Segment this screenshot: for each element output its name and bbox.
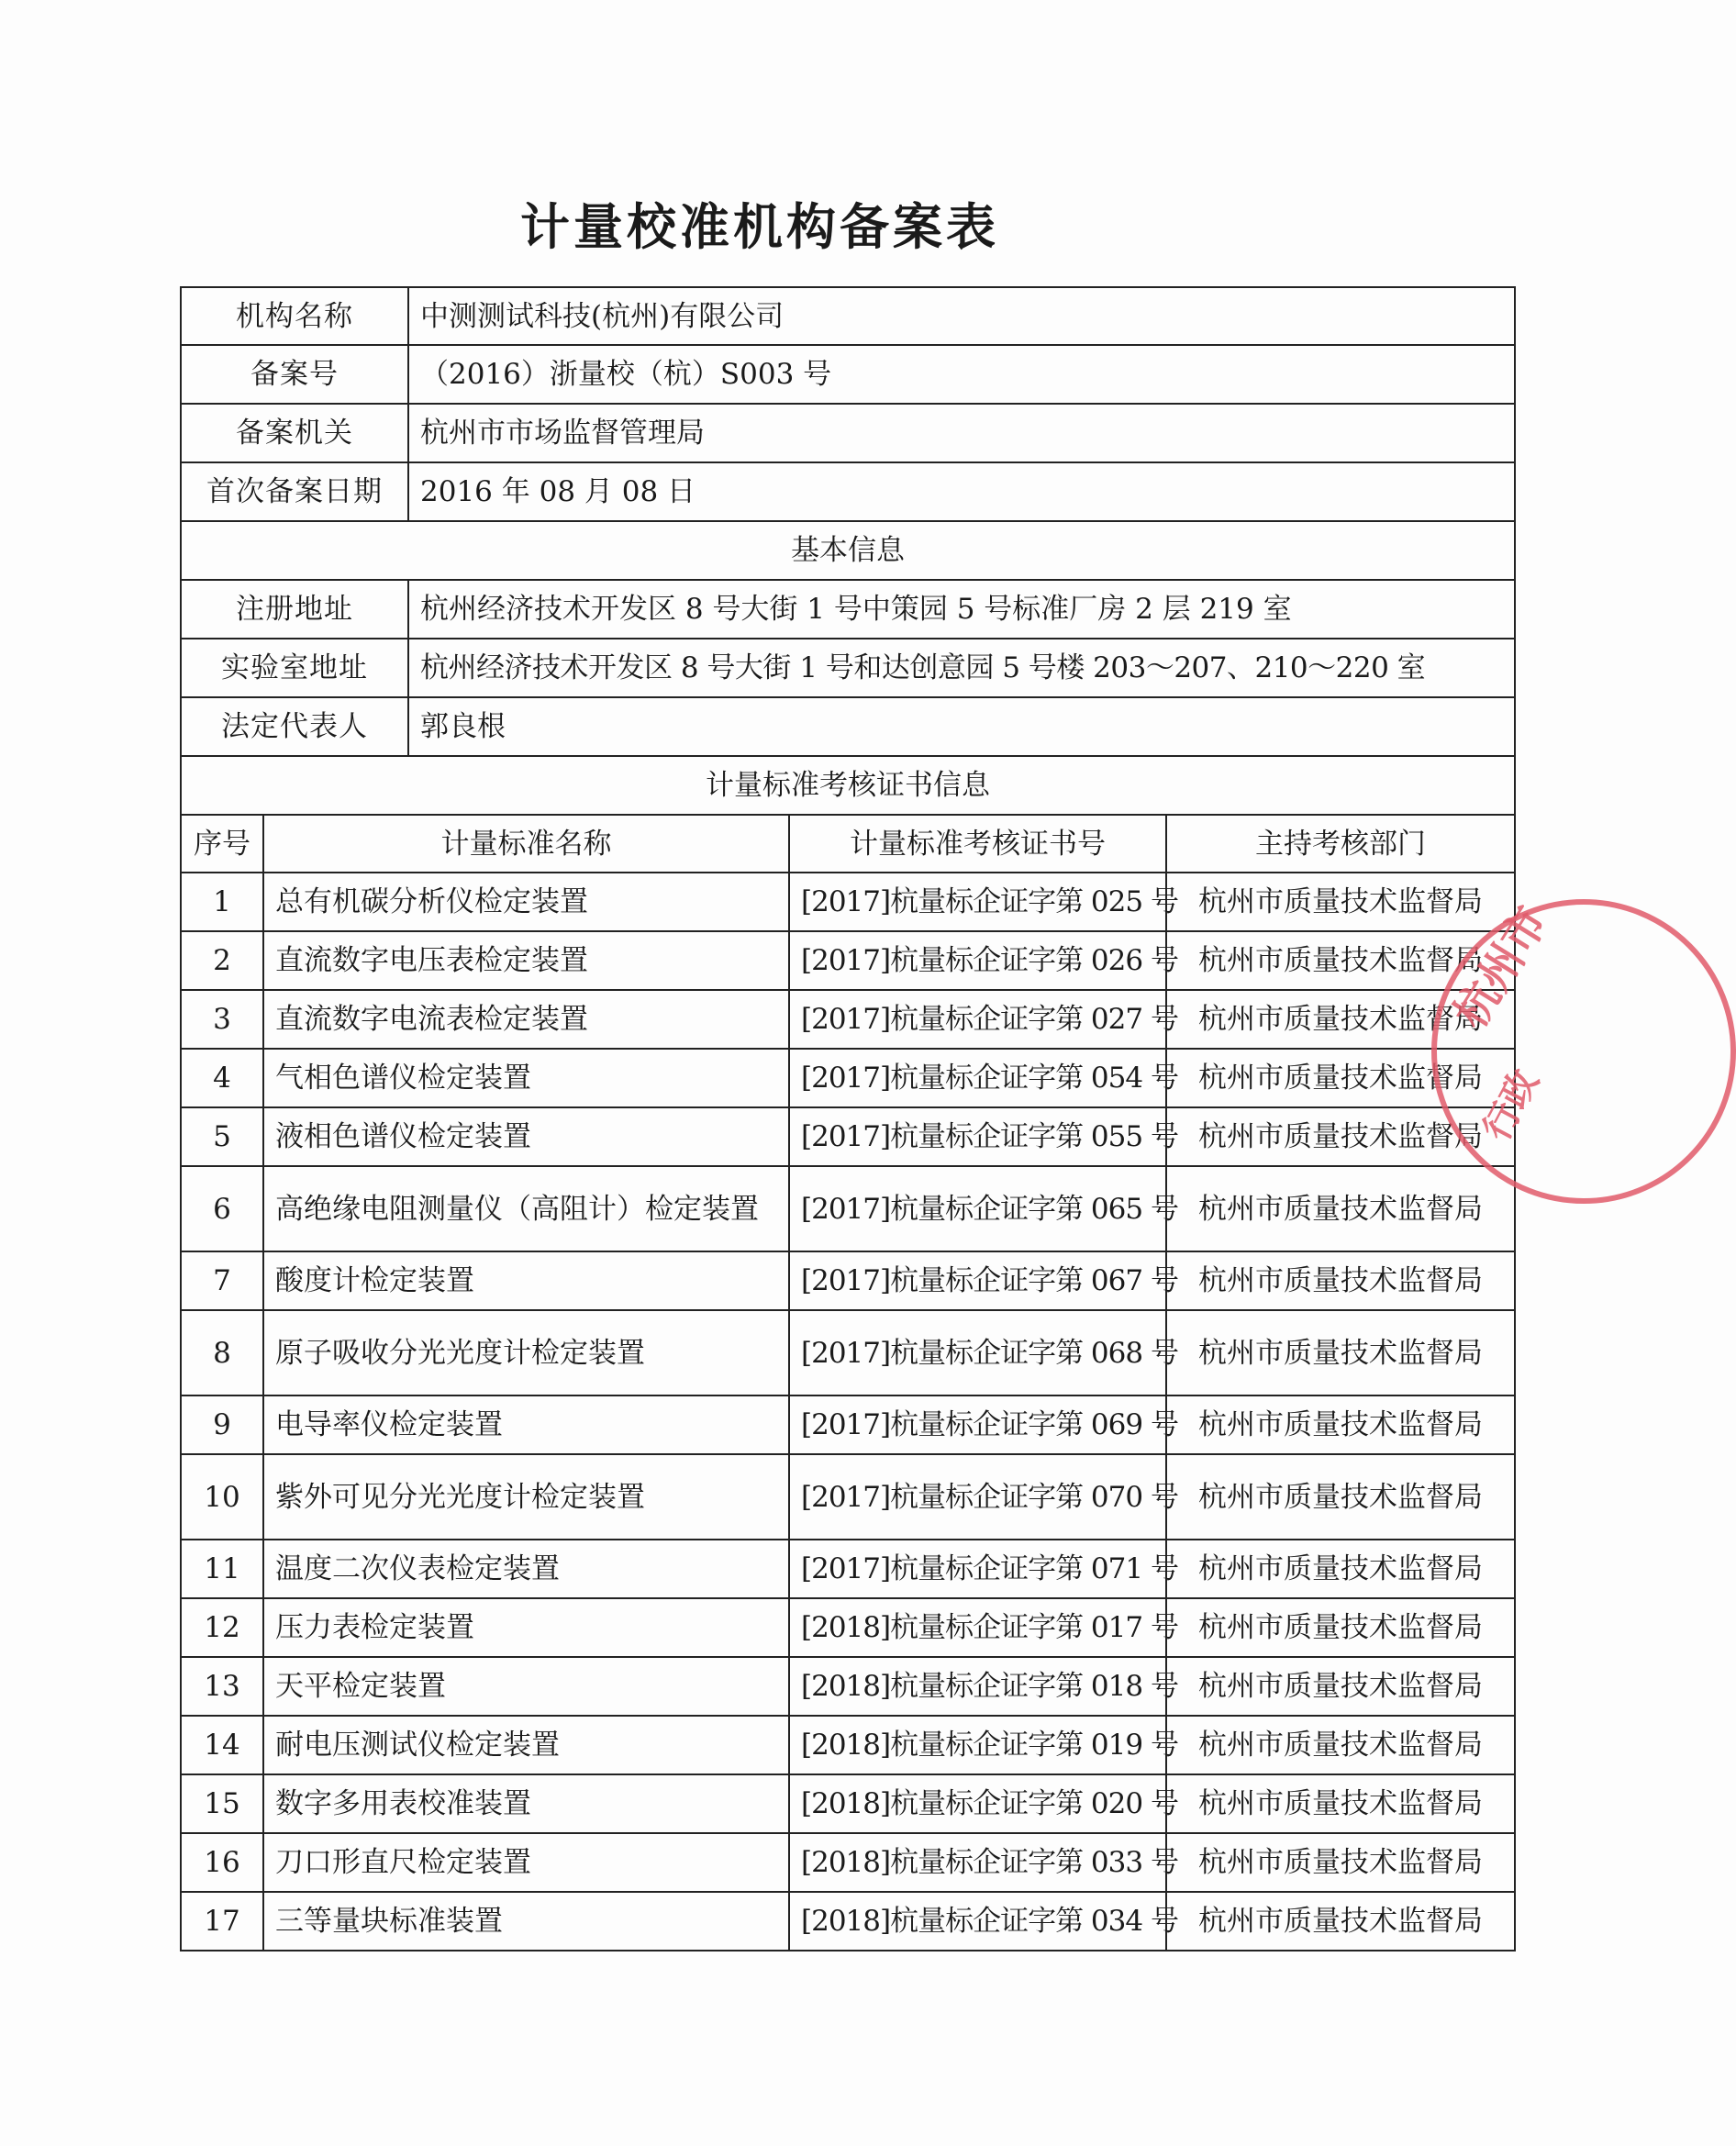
cert-info-section-title: 计量标准考核证书信息 [181, 756, 1515, 815]
reg-no-label: 备案号 [181, 345, 408, 404]
assessment-department: 杭州市质量技术监督局 [1166, 1107, 1515, 1166]
row-number: 12 [181, 1598, 263, 1657]
table-row [181, 1107, 1515, 1166]
table-row [181, 1833, 1515, 1892]
certificate-number: [2017]杭量标企证字第 055 号 [789, 1107, 1166, 1166]
lab-addr-label: 实验室地址 [181, 639, 408, 697]
table-row [181, 1716, 1515, 1774]
table-row [181, 1892, 1515, 1951]
org-name-row [181, 287, 1515, 345]
assessment-department: 杭州市质量技术监督局 [1166, 1598, 1515, 1657]
standard-name: 酸度计检定装置 [263, 1251, 789, 1310]
table-row [181, 873, 1515, 931]
cert-info-header-row [181, 756, 1515, 815]
legal-rep-value: 郭良根 [408, 697, 1515, 756]
standard-name: 天平检定装置 [263, 1657, 789, 1716]
table-row [181, 1049, 1515, 1107]
first-date-value: 2016 年 08 月 08 日 [408, 462, 1515, 521]
certificate-number: [2017]杭量标企证字第 069 号 [789, 1395, 1166, 1454]
row-number: 3 [181, 990, 263, 1049]
table-row [181, 1540, 1515, 1598]
standard-name: 紫外可见分光光度计检定装置 [263, 1454, 789, 1540]
table-row [181, 1657, 1515, 1716]
page-title: 计量校准机构备案表 [520, 198, 999, 256]
row-number: 5 [181, 1107, 263, 1166]
org-name-label: 机构名称 [181, 287, 408, 345]
assessment-department: 杭州市质量技术监督局 [1166, 1251, 1515, 1310]
authority-row [181, 404, 1515, 462]
assessment-department: 杭州市质量技术监督局 [1166, 1892, 1515, 1951]
certificate-number: [2017]杭量标企证字第 065 号 [789, 1166, 1166, 1251]
standard-name: 温度二次仪表检定装置 [263, 1540, 789, 1598]
row-number: 14 [181, 1716, 263, 1774]
certificate-number: [2018]杭量标企证字第 018 号 [789, 1657, 1166, 1716]
standard-name: 总有机碳分析仪检定装置 [263, 873, 789, 931]
certificate-number: [2017]杭量标企证字第 026 号 [789, 931, 1166, 990]
standard-name: 原子吸收分光光度计检定装置 [263, 1310, 789, 1395]
row-number: 4 [181, 1049, 263, 1107]
assessment-department: 杭州市质量技术监督局 [1166, 1310, 1515, 1395]
assessment-department: 杭州市质量技术监督局 [1166, 1774, 1515, 1833]
assessment-department: 杭州市质量技术监督局 [1166, 1833, 1515, 1892]
standard-name: 耐电压测试仪检定装置 [263, 1716, 789, 1774]
standard-name: 电导率仪检定装置 [263, 1395, 789, 1454]
standard-name: 直流数字电压表检定装置 [263, 931, 789, 990]
lab-addr-value: 杭州经济技术开发区 8 号大街 1 号和达创意园 5 号楼 203～207、210～220 室 [408, 639, 1515, 697]
assessment-department: 杭州市质量技术监督局 [1166, 873, 1515, 931]
reg-addr-row [181, 580, 1515, 639]
legal-rep-label: 法定代表人 [181, 697, 408, 756]
table-row [181, 1395, 1515, 1454]
org-name-value: 中测测试科技(杭州)有限公司 [408, 287, 1515, 345]
first-date-label: 首次备案日期 [181, 462, 408, 521]
certificate-number: [2017]杭量标企证字第 070 号 [789, 1454, 1166, 1540]
row-number: 8 [181, 1310, 263, 1395]
assessment-department: 杭州市质量技术监督局 [1166, 990, 1515, 1049]
certificate-number: [2018]杭量标企证字第 019 号 [789, 1716, 1166, 1774]
lab-addr-row [181, 639, 1515, 697]
row-number: 6 [181, 1166, 263, 1251]
official-seal-text: 杭州市 [1444, 897, 1559, 1038]
certificate-number: [2018]杭量标企证字第 034 号 [789, 1892, 1166, 1951]
row-number: 15 [181, 1774, 263, 1833]
reg-addr-value: 杭州经济技术开发区 8 号大街 1 号中策园 5 号标准厂房 2 层 219 室 [408, 580, 1515, 639]
standard-name: 液相色谱仪检定装置 [263, 1107, 789, 1166]
certificate-number: [2017]杭量标企证字第 067 号 [789, 1251, 1166, 1310]
assessment-department: 杭州市质量技术监督局 [1166, 1540, 1515, 1598]
legal-rep-row [181, 697, 1515, 756]
reg-no-row [181, 345, 1515, 404]
assessment-department: 杭州市质量技术监督局 [1166, 1454, 1515, 1540]
assessment-department: 杭州市质量技术监督局 [1166, 1395, 1515, 1454]
col-header-dept: 主持考核部门 [1166, 815, 1515, 873]
table-row [181, 1774, 1515, 1833]
certificate-number: [2018]杭量标企证字第 020 号 [789, 1774, 1166, 1833]
assessment-department: 杭州市质量技术监督局 [1166, 1657, 1515, 1716]
col-header-name: 计量标准名称 [263, 815, 789, 873]
certificate-number: [2018]杭量标企证字第 033 号 [789, 1833, 1166, 1892]
authority-label: 备案机关 [181, 404, 408, 462]
table-row [181, 1598, 1515, 1657]
reg-addr-label: 注册地址 [181, 580, 408, 639]
assessment-department: 杭州市质量技术监督局 [1166, 1716, 1515, 1774]
table-row [181, 1166, 1515, 1251]
cert-table-header-row [181, 815, 1515, 873]
col-header-cert: 计量标准考核证书号 [789, 815, 1166, 873]
table-row [181, 1310, 1515, 1395]
assessment-department: 杭州市质量技术监督局 [1166, 1166, 1515, 1251]
standard-name: 压力表检定装置 [263, 1598, 789, 1657]
standard-name: 高绝缘电阻测量仪（高阻计）检定装置 [263, 1166, 789, 1251]
row-number: 7 [181, 1251, 263, 1310]
certificate-number: [2018]杭量标企证字第 017 号 [789, 1598, 1166, 1657]
row-number: 17 [181, 1892, 263, 1951]
row-number: 2 [181, 931, 263, 990]
certificate-number: [2017]杭量标企证字第 027 号 [789, 990, 1166, 1049]
table-row [181, 990, 1515, 1049]
table-row [181, 1454, 1515, 1540]
certificate-number: [2017]杭量标企证字第 071 号 [789, 1540, 1166, 1598]
certificate-number: [2017]杭量标企证字第 054 号 [789, 1049, 1166, 1107]
row-number: 1 [181, 873, 263, 931]
official-seal-text-2: 行政 [1474, 1062, 1548, 1148]
table-row [181, 931, 1515, 990]
basic-info-header-row [181, 521, 1515, 580]
standard-name: 刀口形直尺检定装置 [263, 1833, 789, 1892]
standard-name: 三等量块标准装置 [263, 1892, 789, 1951]
row-number: 11 [181, 1540, 263, 1598]
row-number: 10 [181, 1454, 263, 1540]
table-row [181, 1251, 1515, 1310]
first-date-row [181, 462, 1515, 521]
registration-form-table [180, 286, 1516, 1951]
basic-info-section-title: 基本信息 [181, 521, 1515, 580]
assessment-department: 杭州市质量技术监督局 [1166, 931, 1515, 990]
standard-name: 直流数字电流表检定装置 [263, 990, 789, 1049]
standard-name: 数字多用表校准装置 [263, 1774, 789, 1833]
standard-name: 气相色谱仪检定装置 [263, 1049, 789, 1107]
reg-no-value: （2016）浙量校（杭）S003 号 [408, 345, 1515, 404]
authority-value: 杭州市市场监督管理局 [408, 404, 1515, 462]
certificate-number: [2017]杭量标企证字第 068 号 [789, 1310, 1166, 1395]
assessment-department: 杭州市质量技术监督局 [1166, 1049, 1515, 1107]
row-number: 9 [181, 1395, 263, 1454]
row-number: 13 [181, 1657, 263, 1716]
row-number: 16 [181, 1833, 263, 1892]
certificate-number: [2017]杭量标企证字第 025 号 [789, 873, 1166, 931]
col-header-no: 序号 [181, 815, 263, 873]
